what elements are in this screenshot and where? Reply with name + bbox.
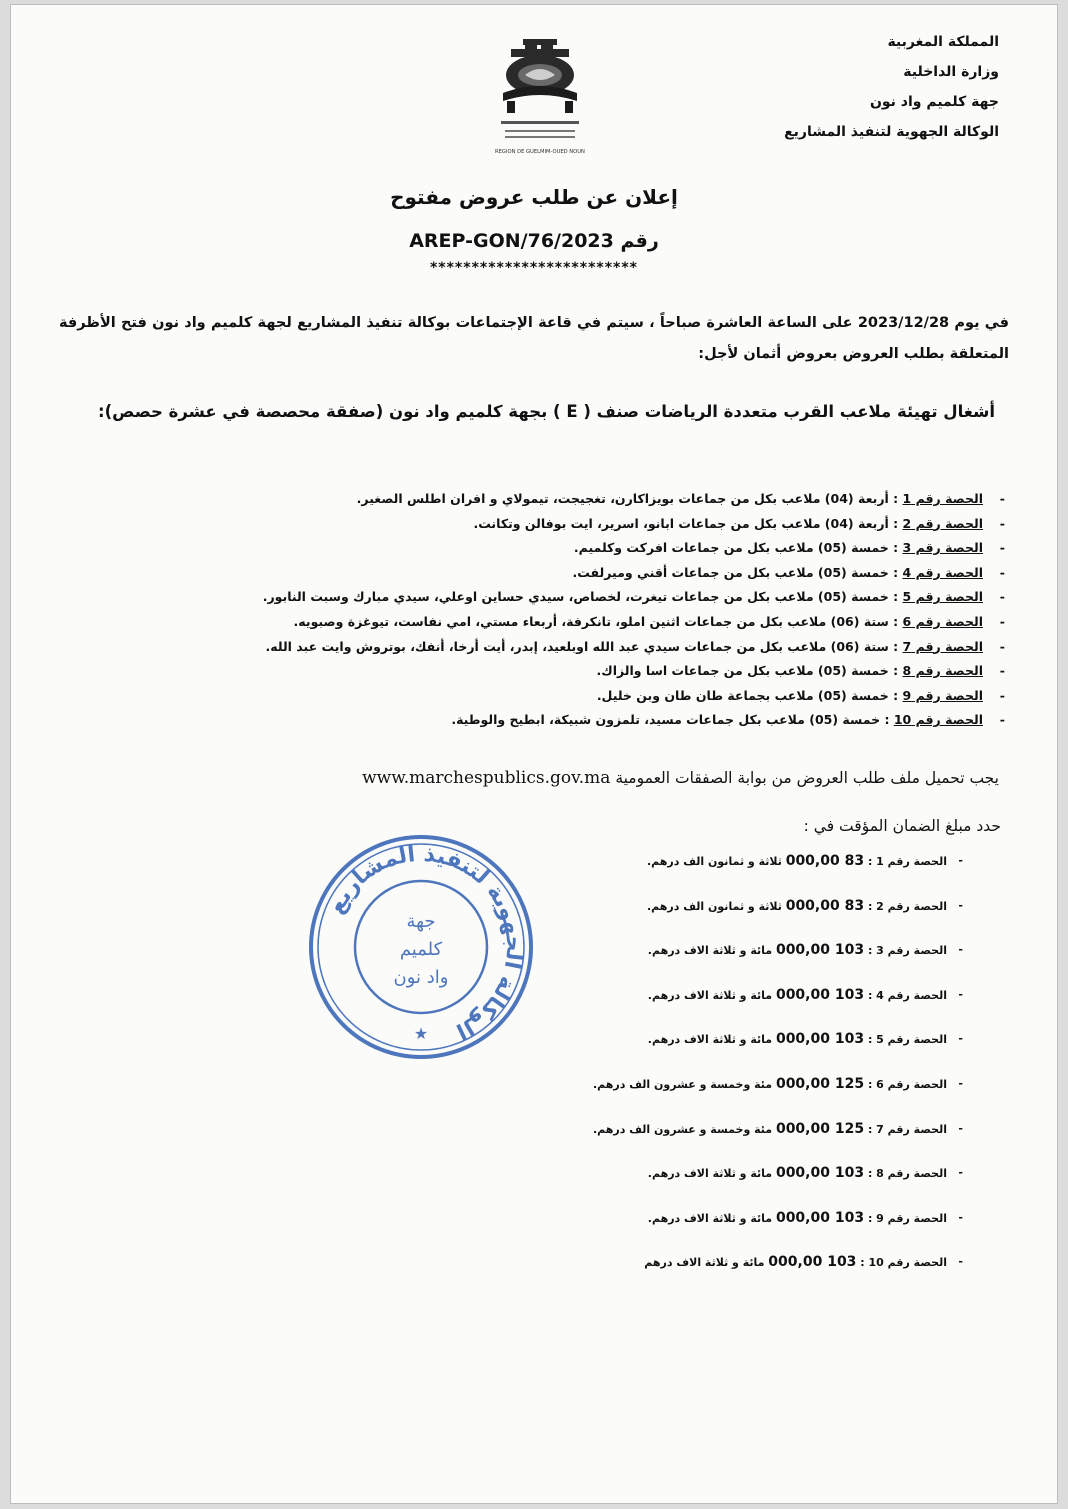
lot-label: الحصة رقم 7 bbox=[902, 638, 983, 654]
guarantee-words: مائة و ثلاثة الاف درهم bbox=[644, 1256, 765, 1270]
tender-subject: أشغال تهيئة ملاعب القرب متعددة الرياضات صنف ( E ) بجهة كلميم واد نون (صفقة محصصة في عشرة حصص): bbox=[98, 402, 995, 421]
guarantee-label: الحصة رقم 3 : bbox=[867, 944, 947, 958]
guarantee-item bbox=[593, 1066, 963, 1111]
stamp-inner-line3: واد نون bbox=[393, 967, 449, 988]
guarantee-list bbox=[593, 843, 963, 1289]
lot-label: الحصة رقم 6 bbox=[902, 613, 983, 629]
intro-paragraph: في يوم 2023/12/28 على الساعة العاشرة صباحاً ، سيتم في قاعة الإجتماعات بوكالة تنفيذ المشاريع لجهة كلميم واد نون فتح الأظرفة المتعلقة بطلب العروض بعروض أثمان لأجل: bbox=[59, 315, 1009, 362]
lot-item bbox=[131, 610, 1005, 635]
lot-label: الحصة رقم 4 bbox=[902, 564, 983, 580]
region-logo bbox=[481, 35, 599, 165]
guarantee-item bbox=[593, 888, 963, 933]
lots-list bbox=[131, 487, 1005, 733]
stamp-star-icon: ★ bbox=[413, 1024, 429, 1043]
guarantee-item bbox=[593, 932, 963, 977]
guarantee-label: الحصة رقم 6 : bbox=[867, 1077, 947, 1091]
guarantee-amount: 83 000,00 bbox=[785, 897, 865, 914]
lot-item bbox=[131, 487, 1005, 512]
guarantee-label: الحصة رقم 7 : bbox=[867, 1122, 947, 1136]
guarantee-label: الحصة رقم 1 : bbox=[867, 855, 947, 868]
guarantee-label: الحصة رقم 8 : bbox=[867, 1167, 947, 1181]
lot-label: الحصة رقم 2 bbox=[902, 515, 983, 531]
guarantee-words: مئة وخمسة و عشرون الف درهم. bbox=[592, 1122, 773, 1136]
issuer-header bbox=[739, 27, 999, 147]
download-text: يجب تحميل ملف طلب العروض من بوابة الصفقات العمومية bbox=[615, 769, 999, 787]
guarantee-item bbox=[593, 977, 963, 1022]
guarantee-item bbox=[593, 843, 963, 888]
guarantee-item bbox=[593, 1021, 963, 1066]
guarantee-item bbox=[593, 1244, 963, 1289]
guarantee-words: مائة و ثلاثة الاف درهم. bbox=[647, 988, 773, 1002]
lot-label: الحصة رقم 10 bbox=[893, 712, 983, 728]
guarantee-item bbox=[593, 1200, 963, 1245]
lot-label: الحصة رقم 3 bbox=[902, 540, 983, 556]
guarantee-heading: حدد مبلغ الضمان المؤقت في : bbox=[803, 817, 1001, 835]
guarantee-words: مائة و ثلاثة الاف درهم. bbox=[647, 1167, 773, 1181]
lot-description: : أربعة (04) ملاعب بكل من جماعات ابانو، اسرير، ايت بوفالن وتكانت. bbox=[473, 515, 899, 531]
notice-number: رقم 76/2023/AREP-GON bbox=[409, 230, 659, 252]
guarantee-label: الحصة رقم 2 : bbox=[867, 899, 947, 913]
guarantee-label: الحصة رقم 5 : bbox=[867, 1033, 947, 1047]
lot-description: : خمسة (05) ملاعب بجماعة طان طان وبن خليل. bbox=[596, 687, 899, 703]
guarantee-words: مئة وخمسة و عشرون الف درهم. bbox=[592, 1077, 773, 1091]
header-region: جهة كلميم واد نون bbox=[869, 94, 999, 110]
stamp-inner-line2: كلميم bbox=[399, 939, 443, 960]
guarantee-words: ثلاثة و ثمانون الف درهم. bbox=[646, 855, 782, 868]
lot-description: : ستة (06) ملاعب بكل من جماعات سيدي عبد الله اوبلعيد، إبدر، أيت أرخا، أنفك، بوتروش وايت عبد الله. bbox=[265, 638, 899, 654]
lot-item bbox=[131, 635, 1005, 660]
lot-description: : خمسة (05) ملاعب بكل جماعات مسيد، تلمزون شبيكة، ابطيح والوطية. bbox=[451, 712, 890, 728]
guarantee-words: ثلاثة و ثمانون الف درهم. bbox=[646, 899, 782, 913]
lot-item bbox=[131, 708, 1005, 733]
lot-label: الحصة رقم 9 bbox=[902, 687, 983, 703]
guarantee-label: الحصة رقم 9 : bbox=[867, 1211, 947, 1225]
guarantee-label: الحصة رقم 4 : bbox=[867, 988, 947, 1002]
lot-item bbox=[131, 536, 1005, 561]
guarantee-item bbox=[593, 1155, 963, 1200]
lot-label: الحصة رقم 8 bbox=[902, 663, 983, 679]
guarantee-amount: 103 000,00 bbox=[775, 986, 865, 1003]
guarantee-amount: 103 000,00 bbox=[775, 942, 865, 959]
guarantee-words: مائة و ثلاثة الاف درهم. bbox=[647, 944, 773, 958]
header-agency: الوكالة الجهوية لتنفيذ المشاريع bbox=[784, 124, 999, 140]
logo-caption: REGION DE GUELMIM-OUED NOUN bbox=[495, 149, 585, 155]
guarantee-amount: 103 000,00 bbox=[768, 1254, 857, 1271]
header-ministry: وزارة الداخلية bbox=[903, 64, 999, 80]
lot-label: الحصة رقم 5 bbox=[902, 589, 983, 605]
lot-description: : خمسة (05) ملاعب بكل من جماعات افركت وكلميم. bbox=[573, 540, 899, 556]
lot-item bbox=[131, 561, 1005, 586]
lot-item bbox=[131, 585, 1005, 610]
lot-item bbox=[131, 659, 1005, 684]
lot-description: : خمسة (05) ملاعب بكل من جماعات تيغرت، لخصاص، سيدي حساين اوعلي، سيدي مبارك وسبت النابور. bbox=[262, 589, 899, 605]
stamp-outer-text: الوكالة الجهوية لتنفيذ المشاريع bbox=[323, 841, 527, 1044]
guarantee-words: مائة و ثلاثة الاف درهم. bbox=[647, 1211, 773, 1225]
guarantee-amount: 103 000,00 bbox=[775, 1031, 865, 1048]
lot-item bbox=[131, 512, 1005, 537]
guarantee-words: مائة و ثلاثة الاف درهم. bbox=[647, 1033, 773, 1047]
lot-description: : أربعة (04) ملاعب بكل من جماعات بويزاكارن، تغجيجت، تيمولاي و افران اطلس الصغير. bbox=[356, 491, 899, 506]
guarantee-amount: 103 000,00 bbox=[775, 1165, 865, 1182]
guarantee-amount: 125 000,00 bbox=[775, 1075, 865, 1092]
agency-stamp bbox=[305, 831, 537, 1063]
lot-description: : خمسة (05) ملاعب بكل من جماعات أقني وميرلفت. bbox=[572, 564, 899, 580]
download-notice bbox=[191, 765, 999, 791]
header-kingdom: المملكة المغربية bbox=[887, 34, 999, 50]
announcement-page bbox=[10, 4, 1058, 1504]
guarantee-item bbox=[593, 1111, 963, 1156]
lot-description: : ستة (06) ملاعب بكل من جماعات اثنين املو، تانكرفة، أربعاء مستي، امي نفاست، تيوغزة وصبويه. bbox=[293, 613, 899, 629]
guarantee-label: الحصة رقم 10 : bbox=[860, 1256, 947, 1270]
portal-link[interactable]: www.marchespublics.gov.ma bbox=[362, 768, 611, 788]
guarantee-amount: 125 000,00 bbox=[775, 1120, 865, 1137]
lot-item bbox=[131, 684, 1005, 709]
guarantee-amount: 83 000,00 bbox=[785, 853, 865, 869]
lot-description: : خمسة (05) ملاعب بكل من جماعات اسا والزاك. bbox=[596, 663, 899, 679]
guarantee-amount: 103 000,00 bbox=[775, 1209, 865, 1226]
title-separator: ************************* bbox=[429, 260, 639, 276]
lot-label: الحصة رقم 1 bbox=[902, 491, 983, 506]
stamp-inner-line1: جهة bbox=[406, 911, 436, 932]
notice-title: إعلان عن طلب عروض مفتوح bbox=[390, 185, 678, 209]
